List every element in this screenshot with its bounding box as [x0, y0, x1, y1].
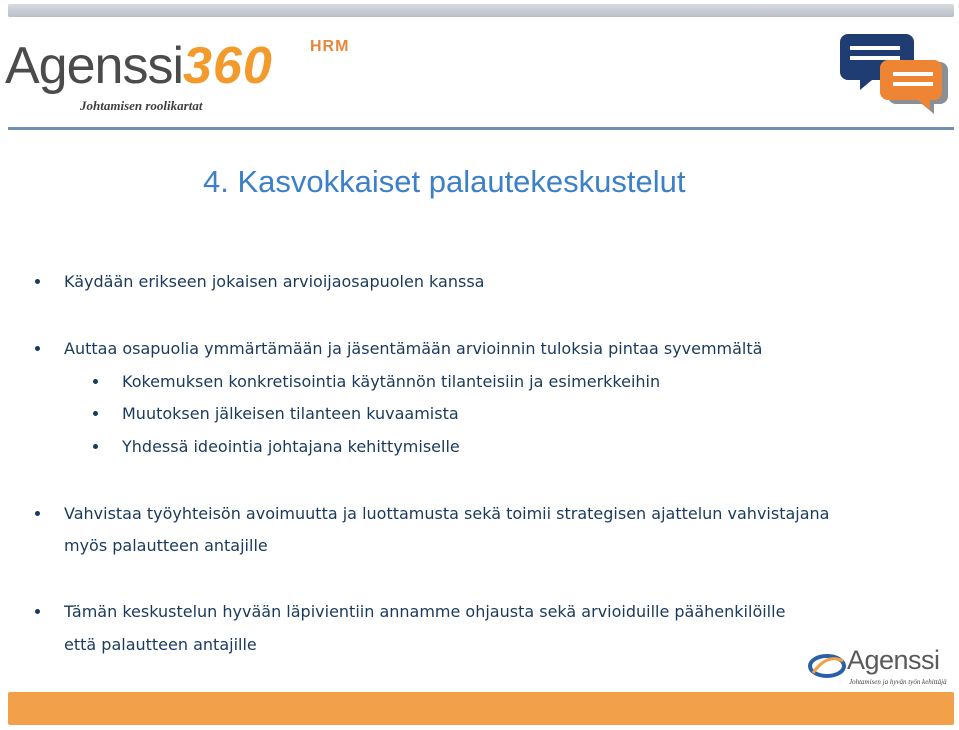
logo-hrm-badge: HRM [310, 38, 350, 55]
bullet-item: Tämän keskustelun hyvään läpivientiin annamme ohjausta sekä arvioiduille päähenkilöille [64, 596, 785, 628]
logo-tagline: Johtamisen roolikartat [80, 98, 203, 113]
logo-prefix: Agenssi [5, 37, 183, 95]
speech-bubbles-icon [838, 26, 954, 124]
slide-title: 4. Kasvokkaiset palautekeskustelut [203, 164, 686, 199]
bullet-continuation: myös palautteen antajille [64, 536, 268, 555]
agenssi-wordmark: Agenssi [847, 645, 940, 675]
bullet-dot [93, 379, 98, 384]
bullet-dot [35, 511, 40, 516]
bullet-continuation: että palautteen antajille [64, 635, 257, 654]
bullet-dot [93, 411, 98, 416]
sub-bullet-item: Yhdessä ideointia johtajana kehittymiselle [122, 431, 460, 463]
agenssi360-hrm-logo [5, 36, 385, 120]
bullet-dot [93, 444, 98, 449]
sub-bullet-item: Kokemuksen konkretisointia käytännön tilanteisiin ja esimerkkeihin [122, 366, 660, 398]
sub-bullet-item: Muutoksen jälkeisen tilanteen kuvaamista [122, 398, 459, 430]
agenssi-footer-logo [807, 645, 947, 691]
bullet-item: Vahvistaa työyhteisön avoimuutta ja luottamusta sekä toimii strategisen ajattelun vahvistajana [64, 498, 829, 530]
bullet-dot [35, 609, 40, 614]
bottom-decorative-bar [8, 692, 954, 725]
header-divider [8, 127, 954, 130]
agenssi-tagline: Johtamisen ja hyvän työn kehittäjä [849, 678, 947, 686]
top-decorative-bar [8, 4, 954, 17]
bullet-dot [35, 346, 40, 351]
bullet-dot [35, 279, 40, 284]
bullet-item: Käydään erikseen jokaisen arvioijaosapuolen kanssa [64, 266, 484, 298]
agenssi-swoosh-icon [807, 651, 847, 681]
bullet-item: Auttaa osapuolia ymmärtämään ja jäsentämään arvioinnin tuloksia pintaa syvemmältä [64, 333, 762, 365]
logo-number: 360 [183, 37, 273, 95]
